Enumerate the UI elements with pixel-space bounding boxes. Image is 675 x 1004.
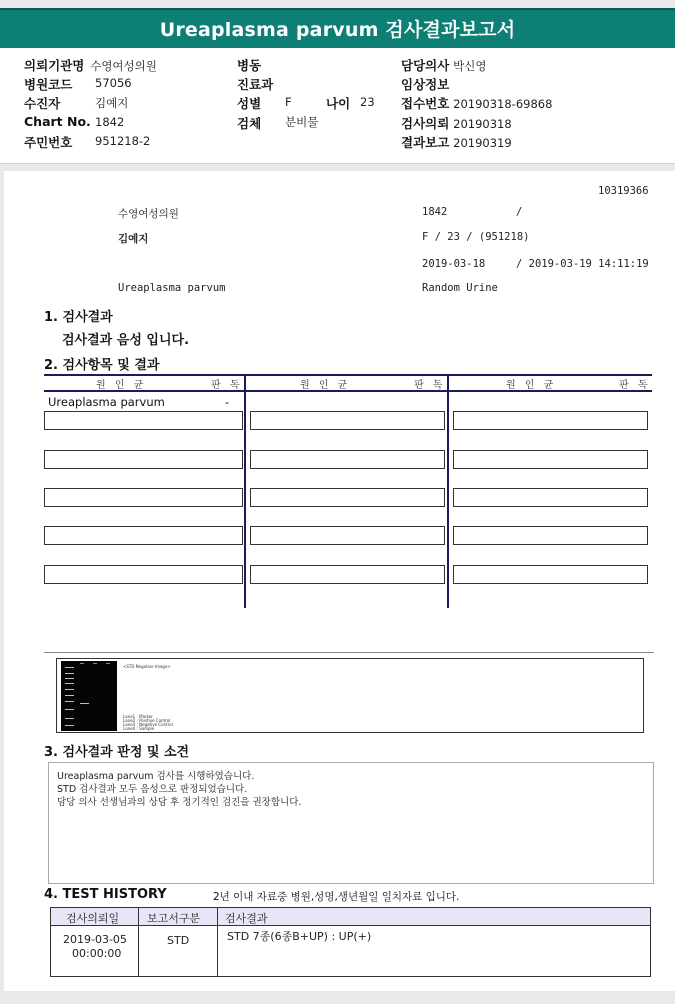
opinion-line-1: Ureaplasma parvum 검사를 시행하였습니다. [57,771,255,782]
result-cell [44,565,243,584]
section-4-title: 4. TEST HISTORY [44,887,167,902]
result-cell [44,450,243,469]
chart-row [24,114,125,129]
col-pathogen-2: 원 인 균 [300,380,351,391]
result-cell [250,565,445,584]
col-pathogen-3: 원 인 균 [506,380,557,391]
body-chart: 1842 [422,206,448,218]
rrn-value: 951218-2 [95,134,151,148]
gel-title: <STD Negative Image> [123,664,171,669]
history-row-date: 2019-03-05 [63,933,127,946]
report-header [0,48,675,164]
report-label: 결과보고 [401,135,450,150]
result-cell [453,565,648,584]
report-title: Ureaplasma parvum 검사결과보고서 [0,8,675,48]
body-sex-age: F / 23 / (951218) [422,231,530,243]
doctor-row [401,56,486,74]
ward-row [237,56,261,74]
report-body [4,171,675,991]
section-1-result: 검사결과 음성 입니다. [62,333,190,348]
gel-legend-2: Lane2 : Positive Control [123,718,171,723]
result-cell [453,488,648,507]
result-item-value: - [225,395,230,409]
opinion-line-3: 담당 의사 선생님과의 상담 후 정기적인 검진을 권장합니다. [57,797,302,808]
doctor-value: 박신영 [453,59,487,73]
chart-value: 1842 [95,115,125,129]
clinical-row [401,75,449,93]
history-col-result: 검사결과 [225,912,268,925]
specimen-row [237,114,319,132]
result-cell [453,450,648,469]
results-table [44,374,652,608]
col-pathogen-1: 원 인 균 [96,380,147,391]
receipt-row [401,94,552,112]
request-value: 20190318 [453,117,512,131]
result-cell [44,526,243,545]
history-row-time: 00:00:00 [72,947,122,960]
history-row-type: STD [167,934,190,947]
dept-label: 진료과 [237,77,274,92]
body-hospital: 수영여성의원 [118,208,179,220]
gel-legend-1: Lane1 : Marker [123,714,153,719]
result-cell [44,411,243,430]
result-cell [44,488,243,507]
body-specimen-type: Random Urine [422,282,498,294]
hospital-row [24,56,157,74]
gel-electrophoresis-image [61,661,117,731]
document-id: 10319366 [598,185,649,197]
specimen-label: 검체 [237,116,262,131]
body-date-report: / 2019-03-19 14:11:19 [516,258,649,270]
rrn-label: 주민번호 [24,135,73,150]
code-row [24,75,132,93]
report-row [401,133,512,151]
opinion-line-2: STD 검사결과 모두 음성으로 판정되었습니다. [57,784,248,795]
history-col-type: 보고서구분 [147,912,201,925]
age-value: 23 [360,95,375,109]
result-cell [250,450,445,469]
result-cell [453,411,648,430]
sex-value: F [285,95,292,109]
col-judge-3: 판 독 [619,380,651,391]
receipt-label: 접수번호 [401,96,450,111]
col-judge-1: 판 독 [211,380,243,391]
body-date-request: 2019-03-18 [422,258,486,270]
age-label: 나이 [326,96,351,111]
sex-label: 성별 [237,96,262,111]
result-cell [250,488,445,507]
report-value: 20190319 [453,136,512,150]
result-cell [453,526,648,545]
clinical-label: 임상정보 [401,77,450,92]
rrn-row [24,133,151,151]
patient-label: 수진자 [24,96,61,111]
opinion-box [48,762,654,884]
code-label: 병원코드 [24,77,73,92]
body-slash: / [516,206,523,218]
history-table-header [51,908,650,926]
gel-legend-3: Lane3 : Negative Control [123,722,173,727]
result-item-name: Ureaplasma parvum [48,395,165,409]
chart-label: Chart No. [24,114,91,129]
col-judge-2: 판 독 [414,380,446,391]
request-row [401,114,512,132]
history-note: 2년 이내 자료중 병원,성명,생년월일 일치자료 입니다. [213,891,460,903]
history-col-date: 검사의뢰일 [66,912,120,925]
request-label: 검사의뢰 [401,116,450,131]
history-row-result: STD 7종(6종B+UP) : UP(+) [227,930,372,943]
code-value: 57056 [95,76,132,90]
body-patient: 김예지 [118,233,149,245]
patient-value: 김예지 [95,96,129,110]
receipt-value: 20190318-69868 [453,97,553,111]
section-3-title: 3. 검사결과 판정 및 소견 [44,745,190,760]
result-cell [250,526,445,545]
dept-row [237,75,273,93]
hospital-label: 의뢰기관명 [24,58,85,73]
history-table [50,907,651,977]
section-1-title: 1. 검사결과 [44,310,113,325]
section-2-title: 2. 검사항목 및 결과 [44,358,160,373]
sex-row [237,94,375,112]
ward-label: 병동 [237,58,262,73]
section-divider [44,652,654,653]
gel-image-frame [56,658,644,733]
body-test-name: Ureaplasma parvum [118,282,226,294]
gel-legend-4: Lane4 : Sample [123,726,155,731]
doctor-label: 담당의사 [401,58,450,73]
specimen-value: 분비물 [285,115,319,129]
patient-row [24,94,129,112]
hospital-value: 수영여성의원 [90,59,157,73]
result-cell [250,411,445,430]
